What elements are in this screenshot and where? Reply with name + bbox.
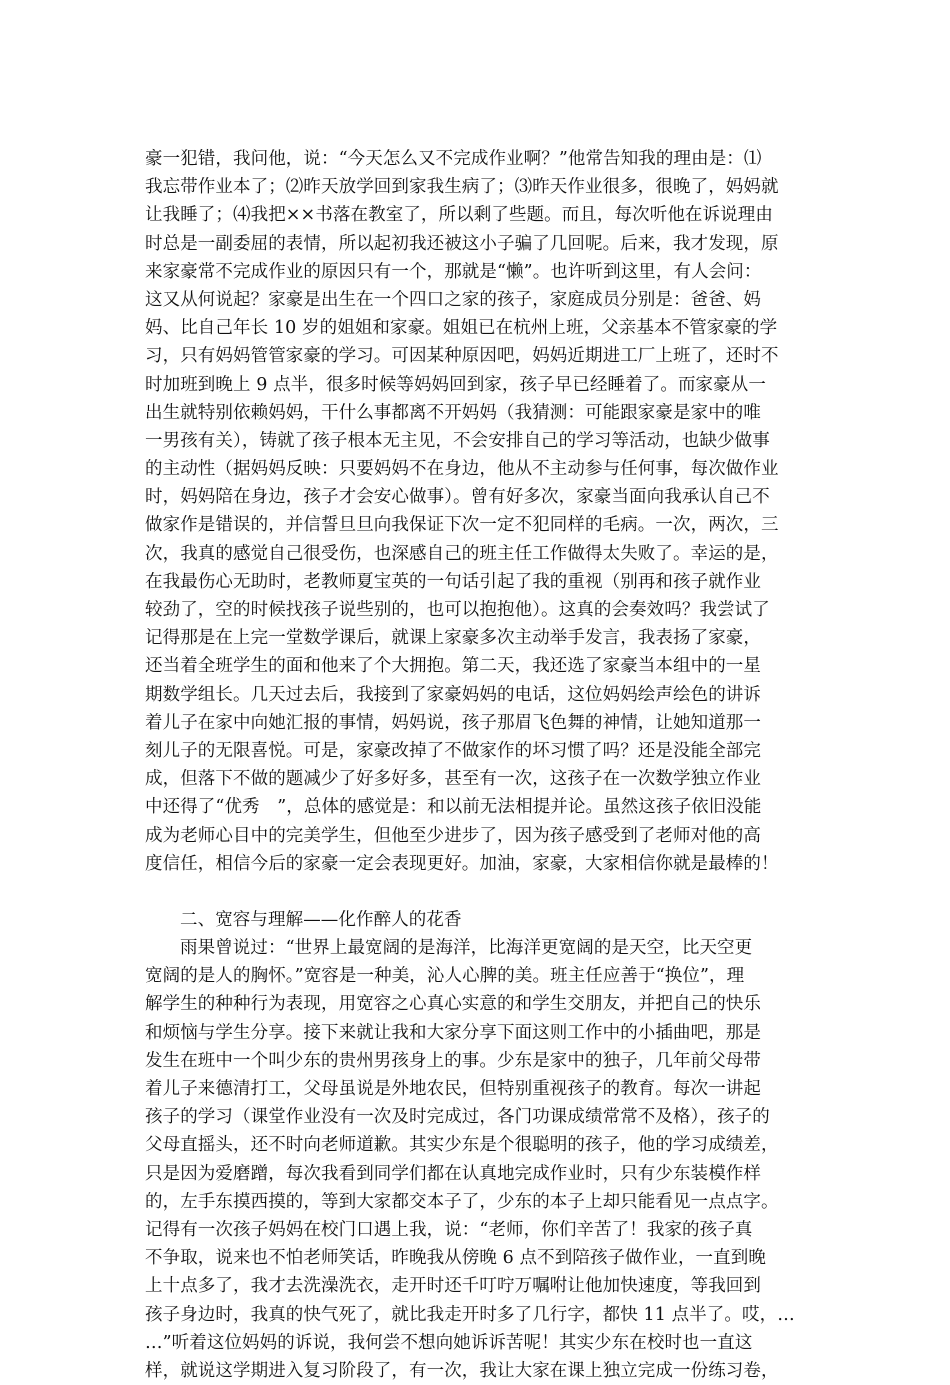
paragraph-line: 不争取，说来也不怕老师笑话，昨晚我从傍晚 6 点不到陪孩子做作业，一直到晚 xyxy=(145,1248,766,1269)
paragraph-line: 来家豪常不完成作业的原因只有一个，那就是“懒”。也许听到这里，有人会问： xyxy=(145,261,762,282)
paragraph-line: …”听着这位妈妈的诉说，我何尝不想向她诉诉苦呢！其实少东在校时也一直这 xyxy=(145,1332,753,1353)
paragraph-line: 刻儿子的无限喜悦。可是，家豪改掉了不做家作的坏习惯了吗？还是没能全部完 xyxy=(145,740,761,761)
paragraph-line: 时，妈妈陪在身边，孩子才会安心做事）。曾有好多次，家豪当面向我承认自己不 xyxy=(145,487,770,508)
paragraph-line: 的，左手东摸西摸的，等到大家都交本子了，少东的本子上却只能看见一点点字。 xyxy=(145,1191,779,1212)
paragraph-line: 中还得了“优秀 ”，总体的感觉是：和以前无法相提并论。虽然这孩子依旧没能 xyxy=(145,797,762,818)
paragraph-line: 习，只有妈妈管管家豪的学习。可因某种原因吧，妈妈近期进工厂上班了，还时不 xyxy=(145,346,779,367)
paragraph-line: 孩子身边时，我真的快气死了，就比我走开时多了几行字，都快 11 点半了。哎，… xyxy=(145,1304,795,1325)
paragraph-line: 孩子的学习（课堂作业没有一次及时完成过，各门功课成绩常常不及格），孩子的 xyxy=(145,1107,770,1128)
document-page xyxy=(145,145,807,1385)
paragraph-line: 成，但落下不做的题减少了好多好多，甚至有一次，这孩子在一次数学独立作业 xyxy=(145,769,761,790)
section-2-body xyxy=(145,934,807,1385)
paragraph-line: 还当着全班学生的面和他来了个大拥抱。第二天，我还选了家豪当本组中的一星 xyxy=(145,656,761,677)
paragraph-line: 度信任，相信今后的家豪一定会表现更好。加油，家豪，大家相信你就是最棒的！ xyxy=(145,853,779,874)
paragraph-line: 父母直摇头，还不时向老师道歉。其实少东是个很聪明的孩子，他的学习成绩差， xyxy=(145,1135,779,1156)
paragraph-line: 和烦恼与学生分享。接下来就让我和大家分享下面这则工作中的小插曲吧，那是 xyxy=(145,1022,761,1043)
paragraph-line: 时总是一副委屈的表情，所以起初我还被这小子骗了几回呢。后来，我才发现，原 xyxy=(145,233,779,254)
paragraph-line: 发生在班中一个叫少东的贵州男孩身上的事。少东是家中的独子，几年前父母带 xyxy=(145,1050,761,1071)
paragraph-line: 只是因为爱磨蹭，每次我看到同学们都在认真地完成作业时，只有少东装模作样 xyxy=(145,1163,761,1184)
paragraph-line: 成为老师心目中的完美学生，但他至少进步了，因为孩子感受到了老师对他的高 xyxy=(145,825,761,846)
paragraph-line: 雨果曾说过：“世界上最宽阔的是海洋，比海洋更宽阔的是天空，比天空更 xyxy=(180,938,753,959)
paragraph-line: 这又从何说起？家豪是出生在一个四口之家的孩子，家庭成员分别是：爸爸、妈 xyxy=(145,289,761,310)
paragraph-line: 解学生的种种行为表现，用宽容之心真心实意的和学生交朋友，并把自己的快乐 xyxy=(145,994,761,1015)
paragraph-line: 时加班到晚上 9 点半，很多时候等妈妈回到家，孩子早已经睡着了。而家豪从一 xyxy=(145,374,766,395)
paragraph-line: 记得那是在上完一堂数学课后，就课上家豪多次主动举手发言，我表扬了家豪， xyxy=(145,628,761,649)
paragraph-line: 上十点多了，我才去洗澡洗衣，走开时还千叮咛万嘱咐让他加快速度，等我回到 xyxy=(145,1276,761,1297)
paragraph-line: 较劲了，空的时候找孩子说些别的，也可以抱抱他）。这真的会奏效吗？我尝试了 xyxy=(145,600,770,620)
paragraph-line: 出生就特别依赖妈妈，干什么事都离不开妈妈（我猜测：可能跟家豪是家中的唯 xyxy=(145,402,761,423)
paragraph-line: 期数学组长。几天过去后，我接到了家豪妈妈的电话，这位妈妈绘声绘色的讲诉 xyxy=(145,684,761,705)
paragraph-line: 宽阔的是人的胸怀。”宽容是一种美，沁人心脾的美。班主任应善于“换位”，理 xyxy=(145,966,745,987)
paragraph-line: 在我最伤心无助时，老教师夏宝英的一句话引起了我的重视（别再和孩子就作业 xyxy=(145,571,761,592)
section-spacer xyxy=(145,878,807,906)
paragraph-line: 做家作是错误的，并信誓旦旦向我保证下次一定不犯同样的毛病。一次，两次，三 xyxy=(145,515,779,536)
section-1-body xyxy=(145,145,807,878)
section-2-heading: 二、宽容与理解——化作醉人的花香 xyxy=(180,909,462,930)
paragraph-line: 一男孩有关），铸就了孩子根本无主见，不会安排自己的学习等活动，也缺少做事 xyxy=(145,430,770,451)
paragraph-line: 着儿子在家中向她汇报的事情，妈妈说，孩子那眉飞色舞的神情，让她知道那一 xyxy=(145,712,761,733)
paragraph-line: 着儿子来德清打工，父母虽说是外地农民，但特别重视孩子的教育。每次一讲起 xyxy=(145,1079,761,1099)
paragraph-line: 妈、比自己年长 10 岁的姐姐和家豪。姐姐已在杭州上班，父亲基本不管家豪的学 xyxy=(145,318,778,339)
paragraph-line: 我忘带作业本了；⑵昨天放学回到家我生病了；⑶昨天作业很多，很晚了，妈妈就 xyxy=(145,177,779,198)
paragraph-line: 次，我真的感觉自己很受伤，也深感自己的班主任工作做得太失败了。幸运的是， xyxy=(145,543,779,564)
paragraph-line: 记得有一次孩子妈妈在校门口遇上我，说：“老师，你们辛苦了！我家的孩子真 xyxy=(145,1219,753,1240)
paragraph-line: 的主动性（据妈妈反映：只要妈妈不在身边，他从不主动参与任何事，每次做作业 xyxy=(145,459,779,480)
paragraph-line: 豪一犯错，我问他，说：“今天怎么又不完成作业啊？”他常告知我的理由是：⑴ xyxy=(145,149,762,169)
paragraph-line: 让我睡了；⑷我把××书落在教室了，所以剩了些题。而且，每次听他在诉说理由 xyxy=(145,205,773,226)
paragraph-line: 样，就说这学期进入复习阶段了，有一次，我让大家在课上独立完成一份练习卷， xyxy=(145,1360,779,1381)
